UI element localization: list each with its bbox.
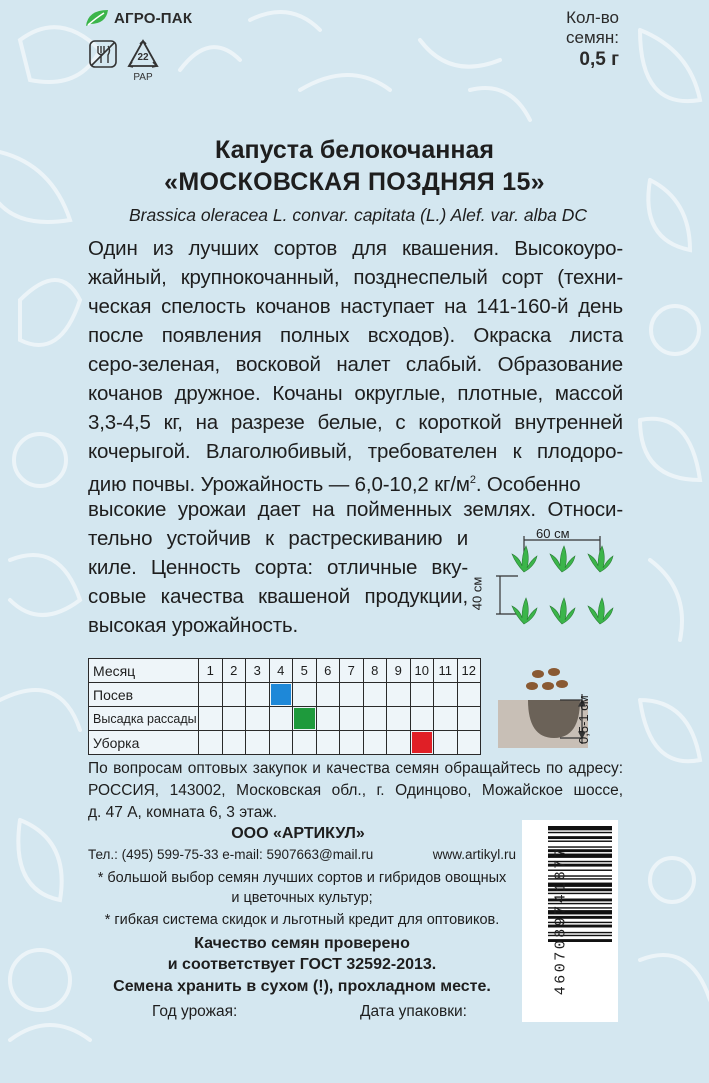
note-line: * гибкая система скидок и льготный кредит для оптовиков. — [104, 912, 500, 928]
month-cell: 10 — [410, 659, 434, 683]
eco-icons — [88, 38, 160, 84]
note-line: и цветочных культур; — [231, 890, 373, 906]
description-line: Один из лучших сортов для квашения. Высокоуро- — [88, 237, 623, 260]
description-line: 3,3-4,5 кг, на разрезе белые, с короткой внутренней — [88, 411, 623, 434]
description-line: жайный, крупнокочанный, позднеспелый сорт (техни- — [88, 266, 623, 289]
month-cell: 4 — [269, 659, 293, 683]
product-title: Капуста белокочанная — [215, 136, 494, 164]
month-cell: 1 — [199, 659, 223, 683]
seed-quantity — [566, 8, 619, 70]
description-line: высокие урожаи дает на пойменных землях. Относи- — [88, 498, 623, 521]
sowing-calendar — [88, 658, 481, 755]
contact-line: По вопросам оптовых закупок и качества семян обращайтесь по адресу: — [88, 760, 623, 777]
description-line: после появления полных всходов). Окраска листа — [88, 324, 623, 347]
brand-logo — [84, 8, 192, 28]
leaf-icon — [84, 8, 110, 28]
calendar-mark — [412, 732, 433, 753]
calendar-mark — [294, 708, 315, 729]
harvest-year-label: Год урожая: — [152, 1003, 238, 1020]
latin-name: Brassica oleracea L. convar. capitata (L.) Alef. var. alba DC — [128, 205, 588, 225]
quantity-label-line2: семян: — [566, 28, 619, 47]
contact-line: д. 47 А, комната 6, 3 этаж. — [88, 804, 278, 821]
website: www.artikyl.ru — [432, 847, 516, 862]
planting-scheme-lines — [470, 528, 620, 638]
description-line: совые качества квашеной продукции, — [88, 585, 468, 608]
sowing-depth-diagram — [498, 660, 628, 752]
month-cell: 11 — [434, 659, 458, 683]
superscript-2: 2 — [469, 474, 476, 486]
pack-date-label: Дата упаковки: — [360, 1003, 467, 1020]
depth-label: 0,5-1 см — [576, 695, 591, 744]
description-line: кочерыгой. Влаголюбивый, требователен к плодоро- — [88, 440, 623, 463]
calendar-row-label: Посев — [89, 683, 199, 707]
barcode — [522, 820, 618, 1022]
quality-line: Качество семян проверено — [194, 935, 410, 952]
phone-email: Тел.: (495) 599-75-33 e-mail: 5907663@mail.ru — [88, 847, 374, 862]
company-name: ООО «АРТИКУЛ» — [231, 825, 365, 842]
description-line: серо-зеленая, восковой налет слабый. Образование — [88, 353, 623, 376]
contact-phone-email — [88, 847, 516, 862]
description-line-yield — [88, 467, 623, 498]
calendar-row-harvest — [89, 731, 481, 755]
yield-text: дию почвы. Урожайность — 6,0-10,2 $кг/м^2$. Особенно — [88, 472, 581, 496]
recycle-number: 22 — [137, 52, 149, 63]
planting-scheme — [470, 528, 620, 638]
calendar-header-row — [89, 659, 481, 683]
description-line: ческая спелость кочанов наступает на 141-160-й день — [88, 295, 623, 318]
note-line: * большой выбор семян лучших сортов и гибридов овощных — [97, 870, 507, 886]
row-width-label: 60 см — [536, 526, 570, 541]
brand-name: АГРО-ПАК — [114, 9, 193, 27]
description-line: тельно устойчив к растрескиванию и — [88, 527, 468, 550]
month-cell: 12 — [457, 659, 481, 683]
month-cell: 6 — [316, 659, 340, 683]
recycle-code: PAP — [133, 72, 153, 83]
calendar-mark — [271, 684, 292, 705]
month-cell: 2 — [222, 659, 246, 683]
storage-line: Семена хранить в сухом (!), прохладном месте. — [113, 978, 491, 995]
month-cell: 5 — [293, 659, 317, 683]
month-cell: 7 — [340, 659, 364, 683]
calendar-row-sowing — [89, 683, 481, 707]
not-food-safe-icon — [88, 38, 118, 70]
barcode-digits: 4607089741877 — [552, 845, 570, 996]
recycle-badge — [126, 38, 160, 84]
quantity-label-line1: Кол-во — [566, 8, 619, 27]
calendar-row-label: Уборка — [89, 731, 199, 755]
description-line: высокая урожайность. — [88, 614, 299, 637]
description-line: киле. Ценность сорта: отличные вку- — [88, 556, 468, 579]
variety-name: «МОСКОВСКАЯ ПОЗДНЯЯ 15» — [164, 168, 545, 196]
calendar-header: Месяц — [89, 659, 199, 683]
quantity-value: 0,5 г — [579, 49, 619, 70]
calendar-row-transplant — [89, 707, 481, 731]
month-cell: 8 — [363, 659, 387, 683]
row-spacing-label: 40 см — [469, 576, 485, 611]
quality-line: и соответствует ГОСТ 32592-2013. — [167, 956, 437, 973]
description-line: кочанов дружное. Кочаны округлые, плотные, массой — [88, 382, 623, 405]
month-cell: 3 — [246, 659, 270, 683]
contact-line: РОССИЯ, 143002, Московская обл., г. Одинцово, Можайское шоссе, — [88, 782, 623, 799]
barcode-bars — [522, 820, 618, 1022]
calendar-row-label: Высадка рассады — [89, 707, 199, 731]
soil-seed-illustration — [498, 660, 628, 752]
month-cell: 9 — [387, 659, 411, 683]
